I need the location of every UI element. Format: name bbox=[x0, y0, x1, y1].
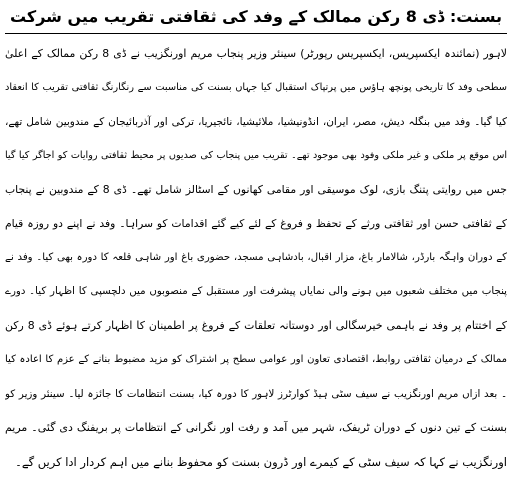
body-line: کے ثقافتی حسن اور ثقافتی ورثے کے تحفظ و فروغ کے لئے کیے گئے اقدامات کو سراہا۔ وفد نے اپنے دو روزہ قیام bbox=[5, 217, 507, 230]
body-line: اس موقع پر ملکی و غیر ملکی وفود بھی موجود تھے۔ تقریب میں پنجاب کی صدیوں پر محیط ثقافتی روایات کو اجاگر کیا گیا bbox=[5, 150, 507, 161]
headline-rule bbox=[5, 33, 507, 34]
body-line: ۔ بعد ازاں مریم اورنگزیب نے سیف سٹی ہیڈ کوارٹرز لاہور کا دورہ کیا، بسنت انتظامات کا جائزہ لیا۔ سینئر وزیر کو bbox=[5, 388, 507, 400]
body-line: کے دوران واہگہ بارڈر، شالامار باغ، مزار اقبال، بادشاہی مسجد، حضوری باغ اور شاہی قلعہ کا دورہ بھی کیا۔ وفد نے bbox=[5, 252, 507, 263]
body-line: بسنت کے تین دنوں کے دوران ٹریفک، شہر میں آمد و رفت اور نگرانی کے انتظامات پر بریفنگ دی گئی۔ مریم bbox=[5, 421, 507, 434]
headline: بسنت: ڈی 8 رکن ممالک کے وفد کی ثقافتی تقریب میں شرکت bbox=[9, 7, 503, 26]
body-line: کیا گیا۔ وفد میں بنگلہ دیش، مصر، ایران، انڈونیشیا، ملائیشیا، نائجیریا، ترکی اور آذربائیجان کے مندوبین شامل تھے، bbox=[5, 116, 507, 128]
body-line: لاہور (نمائندہ ایکسپریس، ایکسپریس رپورٹر) سینئر وزیر پنجاب مریم اورنگزیب نے ڈی 8 رکن ممالک کے اعلیٰ bbox=[5, 47, 507, 60]
body-line: سطحی وفد کا تاریخی پونچھ ہاؤس میں پرتپاک استقبال کیا جہاں بسنت کی مناسبت سے رنگارنگ ثقافتی تقریب کا انعقاد bbox=[5, 82, 507, 93]
body-line: پنجاب میں مختلف شعبوں میں ہونے والی نمایاں پیشرفت اور مستقبل کے منصوبوں میں دلچسپی کا اظہار کیا۔ دورے bbox=[5, 286, 507, 297]
body-line: جس میں روایتی پتنگ بازی، لوک موسیقی اور مقامی کھانوں کے اسٹالز شامل تھے۔ ڈی 8 کے مندوبین نے پنجاب bbox=[5, 183, 507, 196]
article-body bbox=[5, 37, 507, 479]
body-line: کے اختتام پر وفد نے باہمی خیرسگالی اور دوستانہ تعلقات کے فروغ پر اطمینان کا اظہار کرتے ہوئے ڈی 8 رکن bbox=[5, 319, 507, 332]
body-line: اورنگزیب نے کہا کہ سیف سٹی کے کیمرے اور ڈرون بسنت کو محفوظ بنانے میں اہم کردار ادا کریں گے۔ bbox=[15, 455, 507, 469]
body-line: ممالک کے درمیان ثقافتی روابط، اقتصادی تعاون اور عوامی سطح پر اشتراک کو مزید مضبوط بنانے کے عزم کا اعادہ کیا bbox=[5, 354, 507, 365]
